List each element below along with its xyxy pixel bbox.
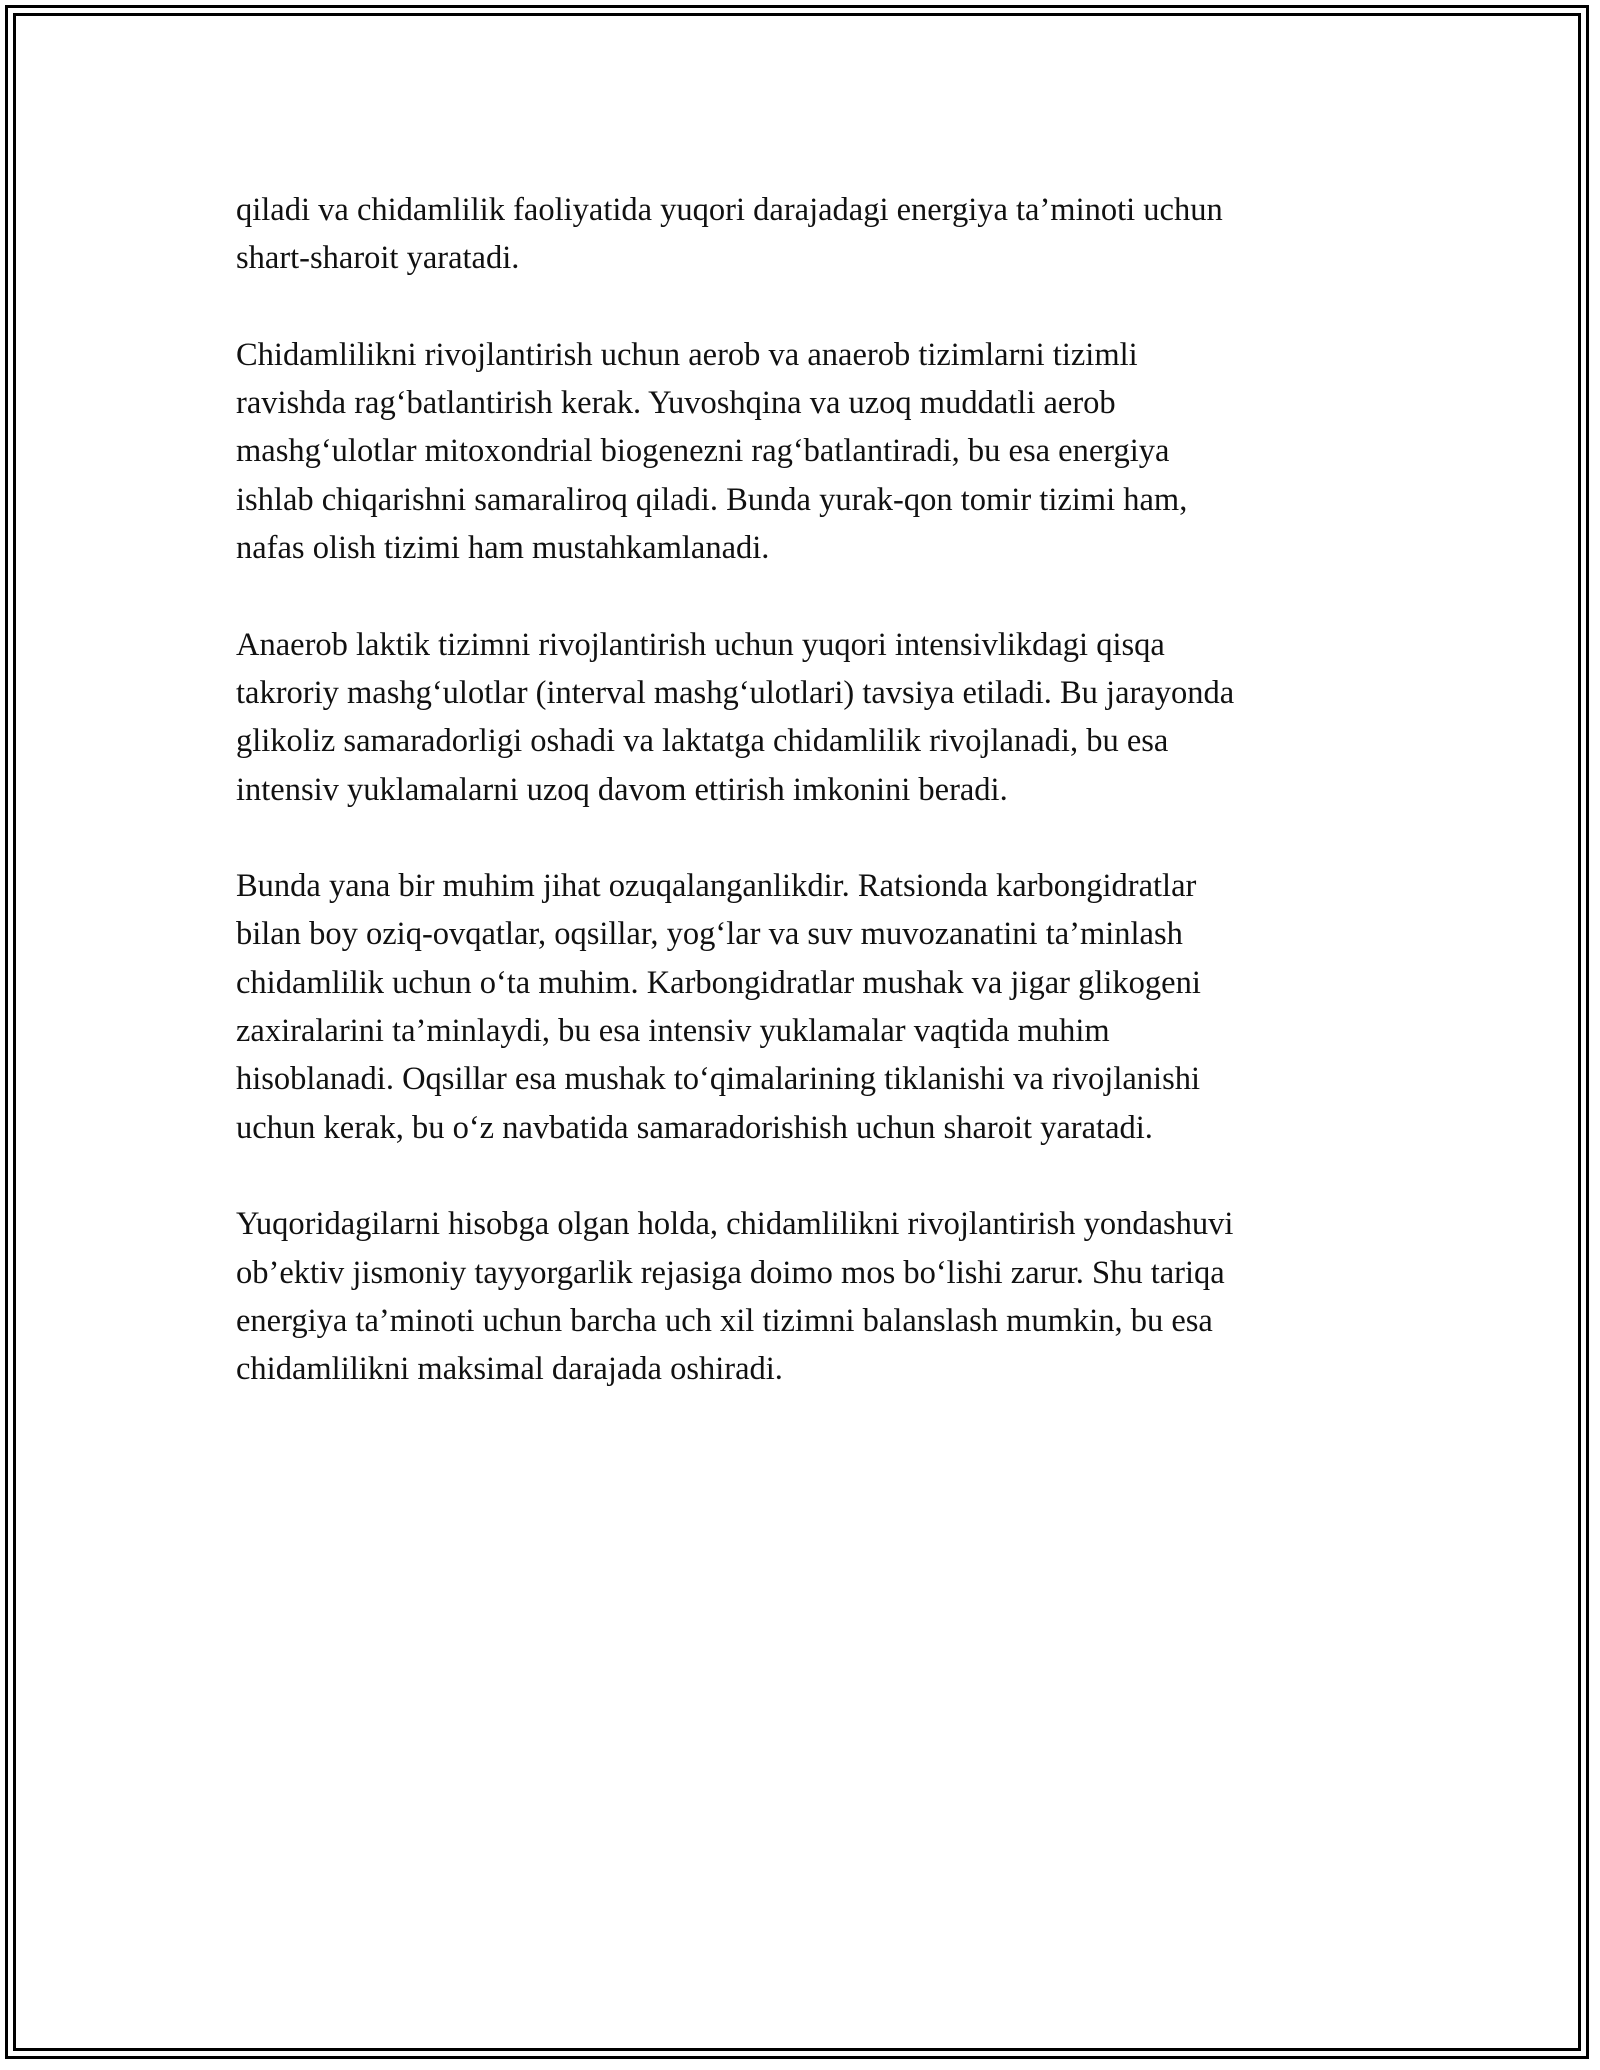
- paragraph-1: qiladi va chidamlilik faoliyatida yuqori darajadagi energiya ta’minoti uchun shart-sharoit yaratadi.: [236, 192, 1223, 277]
- document-body: [236, 186, 1372, 1393]
- paragraph-3: Anaerob laktik tizimni rivojlantirish uchun yuqori intensivlikdagi qisqa takroriy mashg‘ulotlar (interval mashg‘ulotlari) tavsiya etiladi. Bu jarayonda glikoliz samaradorligi oshadi va laktatga chidamlilik rivojlanadi, bu esa intensiv yuklamalarni uzoq davom ettirish imkonini beradi.: [236, 626, 1235, 808]
- paragraph-2: Chidamlilikni rivojlantirish uchun aerob va anaerob tizimlarni tizimli ravishda rag‘batlantirish kerak. Yuvoshqina va uzoq muddatli aerob mashg‘ulotlar mitoxondrial biogenezni rag‘batlantiradi, bu esa energiya ishlab chiqarishni samaraliroq qiladi. Bunda yurak-qon tomir tizimi ham, nafas olish tizimi ham mustahkamlanadi.: [236, 336, 1188, 567]
- paragraph-4: Bunda yana bir muhim jihat ozuqalanganlikdir. Ratsionda karbongidratlar bilan boy oziq-ovqatlar, oqsillar, yog‘lar va suv muvozanatini ta’minlash chidamlilik uchun o‘ta muhim. Karbongidratlar mushak va jigar glikogeni zaxiralarini ta’minlaydi, bu esa intensiv yuklamalar vaqtida muhim hisoblanadi. Oqsillar esa mushak to‘qimalarining tiklanishi va rivojlanishi uchun kerak, bu o‘z navbatida samaradorishish uchun sharoit yaratadi.: [236, 868, 1201, 1146]
- paragraph-5: Yuqoridagilarni hisobga olgan holda, chidamlilikni rivojlantirish yondashuvi ob’ektiv jismoniy tayyorgarlik rejasiga doimo mos bo‘lishi zarur. Shu tariqa energiya ta’minoti uchun barcha uch xil tizimni balanslash mumkin, bu esa chidamlilikni maksimal darajada oshiradi.: [236, 1206, 1234, 1388]
